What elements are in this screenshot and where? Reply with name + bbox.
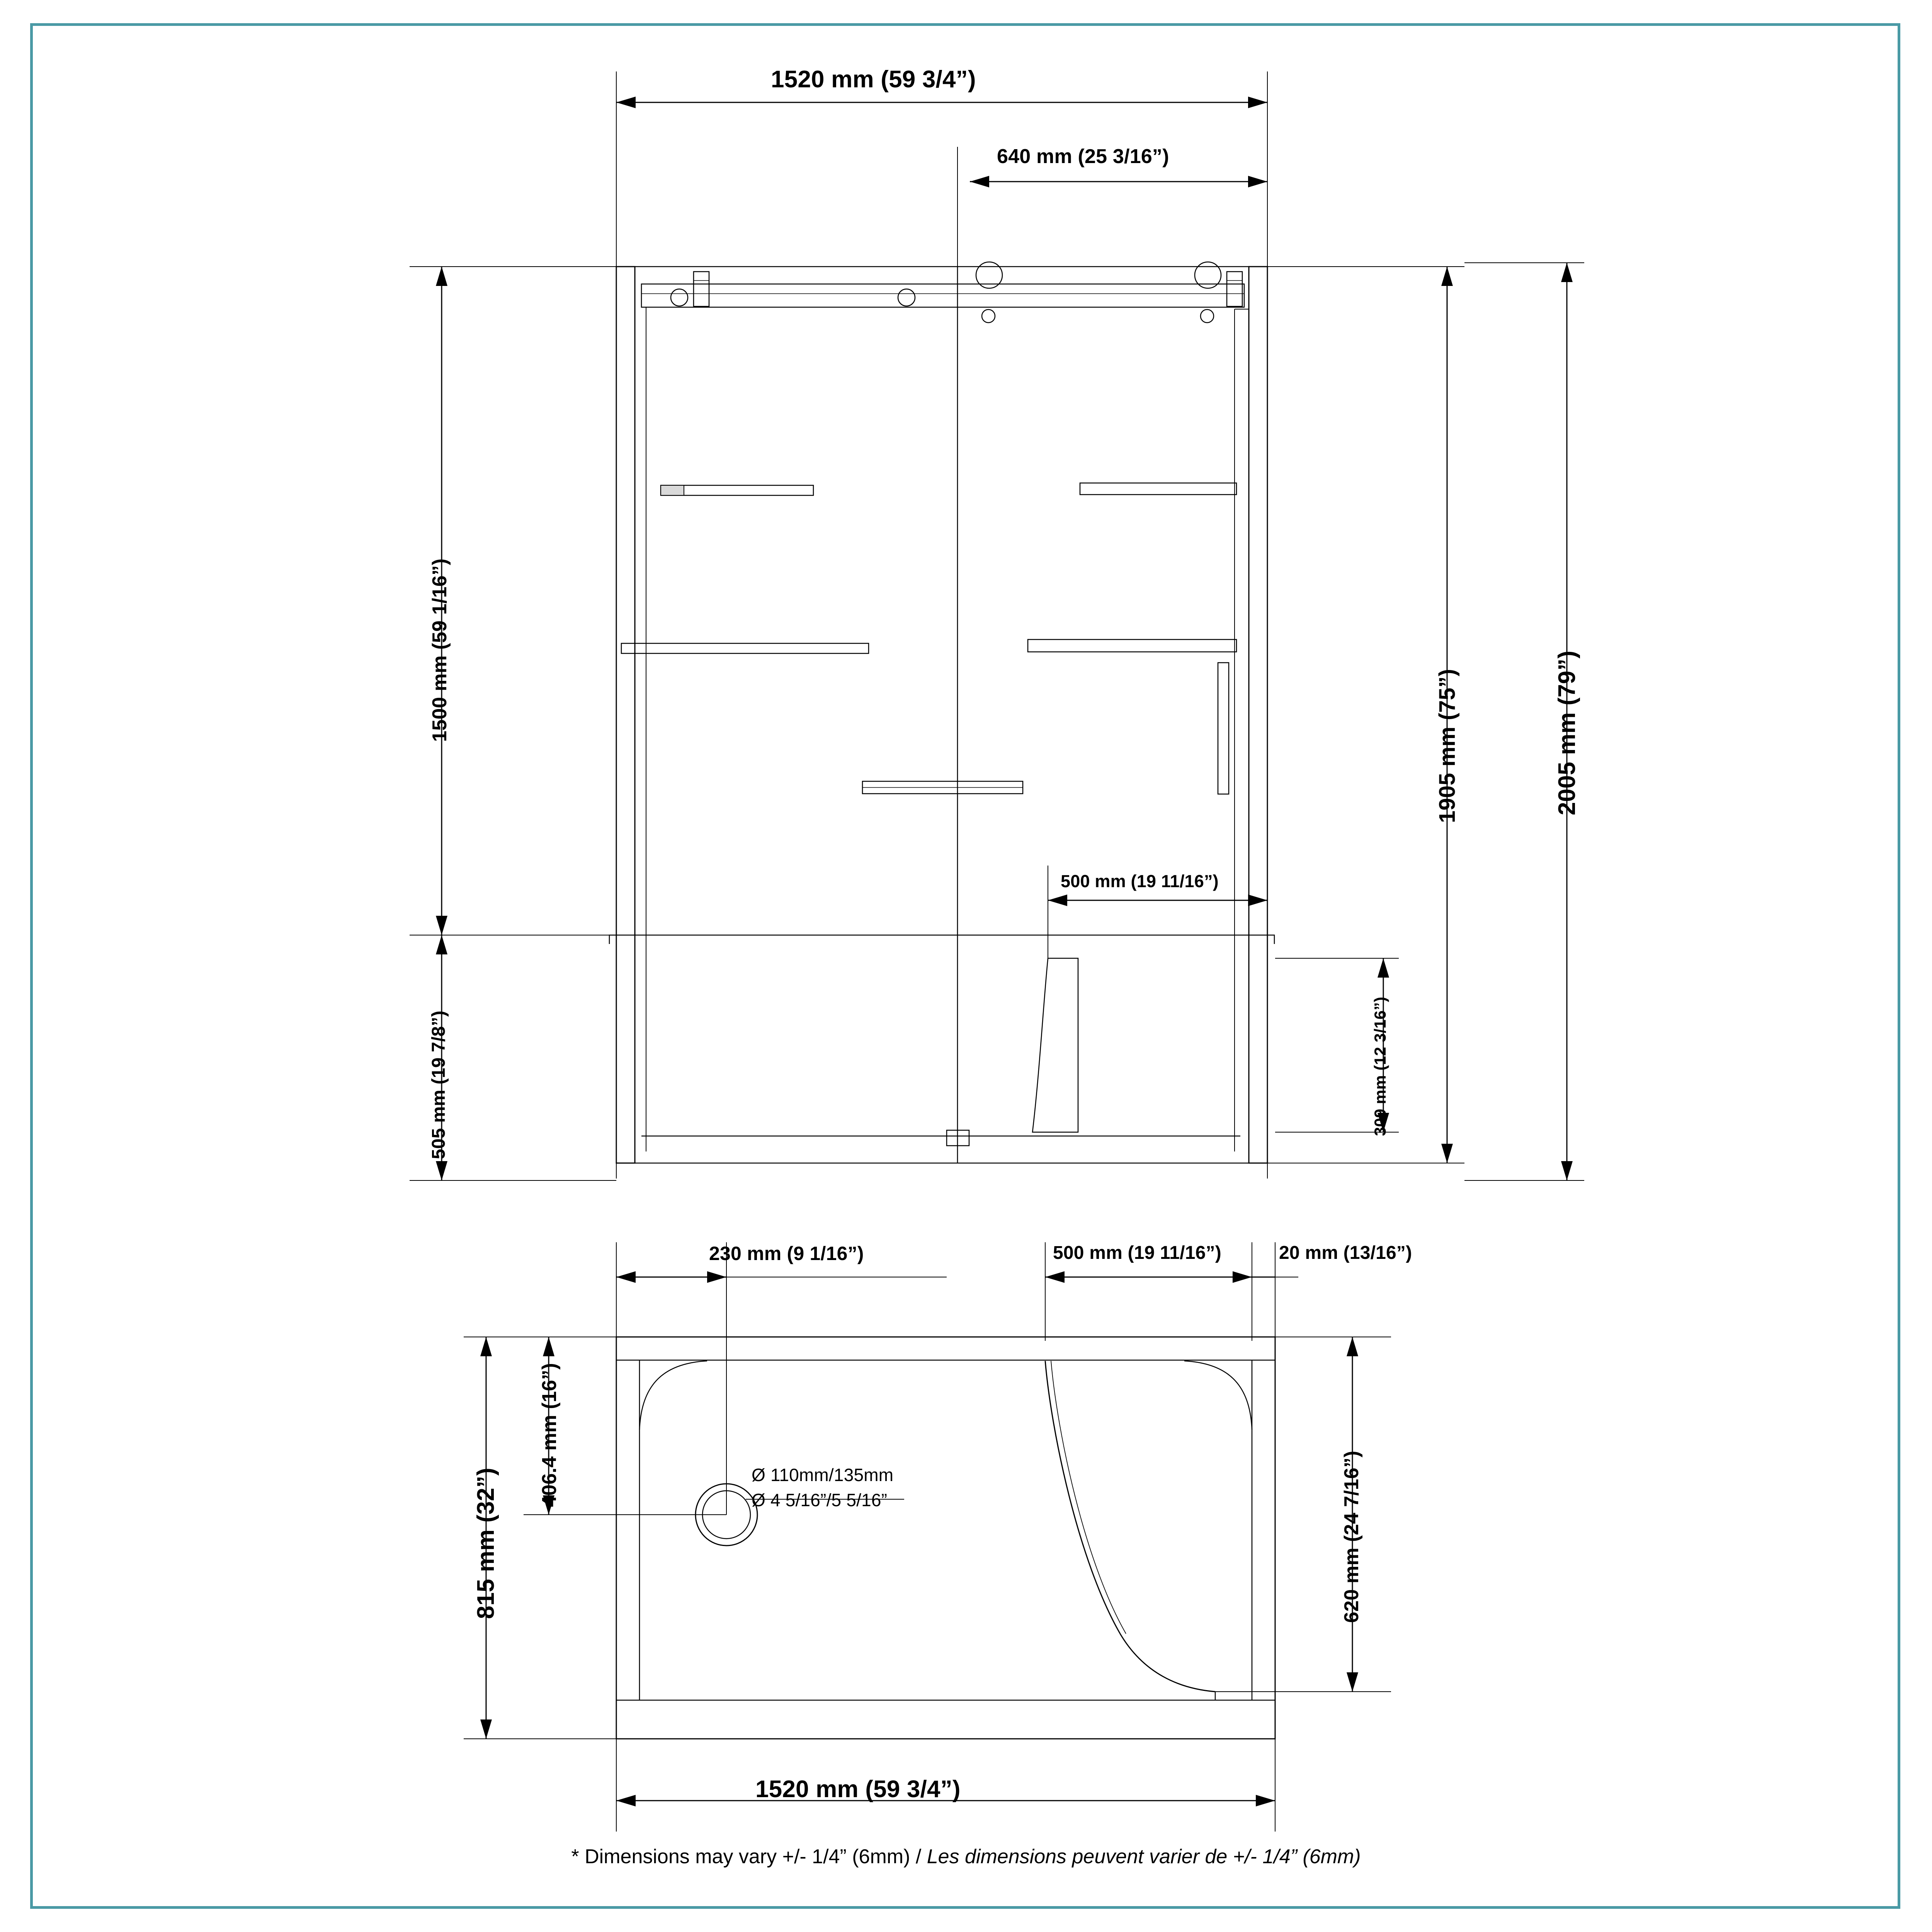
- dim-label-seat-width-elevation: 500 mm (19 11/16”): [1061, 871, 1219, 891]
- dim-label-drain-offset-x: 230 mm (9 1/16”): [709, 1243, 864, 1264]
- dim-label-edge-thickness: 20 mm (13/16”): [1279, 1243, 1412, 1263]
- dim-label-glass-height: 1500 mm (59 1/16”): [429, 558, 451, 742]
- dim-label-base-height: 505 mm (19 7/8”): [429, 1010, 449, 1159]
- dim-label-seat-depth-right: 620 mm (24 7/16”): [1340, 1451, 1363, 1623]
- dim-label-door-panel-width: 640 mm (25 3/16”): [997, 145, 1169, 168]
- dim-label-height-to-rail: 1905 mm (75”): [1435, 668, 1460, 823]
- drain-diameter-inch-label: Ø 4 5/16”/5 5/16”: [752, 1490, 888, 1510]
- dim-label-seat-height: 309 mm (12 3/16”): [1371, 997, 1389, 1136]
- drain-diameter-mm-label: Ø 110mm/135mm: [752, 1465, 894, 1485]
- dim-label-overall-height: 2005 mm (79”): [1554, 650, 1580, 815]
- footnote-en: * Dimensions may vary +/- 1/4” (6mm) /: [571, 1845, 927, 1868]
- dim-label-drain-offset-y: 406.4 mm (16”): [538, 1363, 561, 1507]
- dim-label-overall-width-elevation: 1520 mm (59 3/4”): [771, 66, 976, 93]
- footnote: [0, 1845, 1932, 1868]
- footnote-fr: Les dimensions peuvent varier de +/- 1/4” (6mm): [927, 1845, 1361, 1868]
- dim-label-seat-depth-top: 500 mm (19 11/16”): [1053, 1243, 1221, 1263]
- dim-label-overall-width-plan: 1520 mm (59 3/4”): [755, 1776, 961, 1803]
- dim-label-overall-depth: 815 mm (32”): [473, 1468, 499, 1619]
